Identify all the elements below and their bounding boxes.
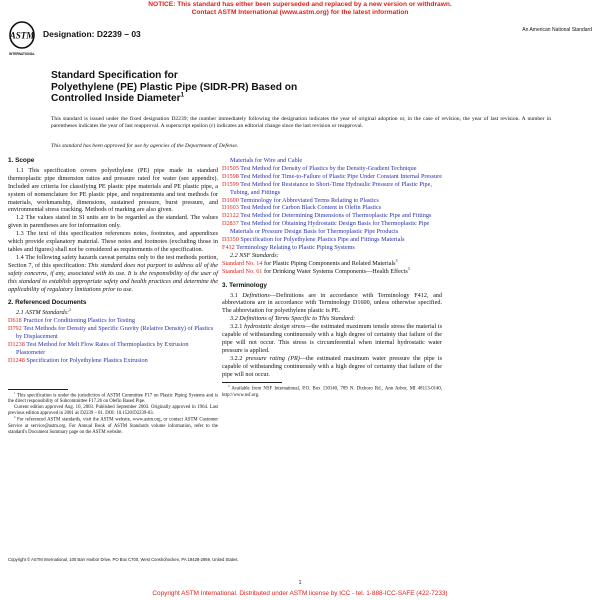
- ref-d1505[interactable]: [222, 165, 442, 173]
- ref-d3350[interactable]: [222, 236, 442, 244]
- ref-title[interactable]: Test Methods for Density and Specific Gravity (Relative Density) of Plastics by Displacement: [16, 325, 214, 341]
- footnote-3-mark: 3: [228, 384, 230, 389]
- t31-term: Definitions: [242, 291, 270, 299]
- nsf-standards-subheading: [222, 252, 442, 260]
- terminology-3-2: 3.2 Definitions of Terms Specific to This Standard:: [230, 315, 356, 323]
- ref-title[interactable]: Test Method for Density of Plastics by the Density-Gradient Technique: [240, 164, 417, 172]
- ref-nsf-14-code[interactable]: Standard No. 14: [222, 259, 263, 267]
- ref-code[interactable]: D2837: [222, 220, 239, 228]
- right-reference-list: [222, 165, 442, 252]
- scope-1-3: 1.3 The text of this specification references notes, footnotes, and appendixes which provide explanatory material. These notes and footnotes (excluding those in tables and figures) shall not be considered as requirements of the specification.: [8, 230, 218, 253]
- ref-title[interactable]: Test Method for Melt Flow Rates of Thermoplastics by Extrusion Plastometer: [16, 340, 189, 356]
- ref-title[interactable]: Specification for Polyethylene Plastics Extrusion: [26, 356, 148, 364]
- ref-nsf-14-title: for Plastic Piping Components and Related Materials: [262, 259, 396, 267]
- ref-nsf-61-title: for Drinking Water Systems Components—Health Effects: [262, 267, 408, 275]
- ref-d618[interactable]: [8, 317, 218, 325]
- ref-code[interactable]: F412: [222, 243, 235, 251]
- scope-1-4-text: 1.4 The following safety hazards caveat pertains only to the test methods portion, Section 7, of this specification:: [8, 253, 218, 269]
- terminology-heading: 3. Terminology: [222, 281, 267, 289]
- astm-standards-label: 2.1 ASTM Standards:: [16, 309, 70, 317]
- t321-term: hydrostatic design stress: [244, 323, 306, 331]
- footnote-2: [8, 417, 218, 436]
- notice-line-2: Contact ASTM International (www.astm.org) for the latest information: [191, 9, 409, 16]
- ref-nsf-61-code[interactable]: Standard No. 61: [222, 267, 263, 275]
- ref-code[interactable]: D792: [8, 325, 22, 333]
- footnote-1: [8, 390, 218, 406]
- ref-d1603[interactable]: [222, 204, 442, 212]
- t321-num: 3.2.1: [230, 323, 245, 331]
- ref-title[interactable]: Test Method for Carbon Black Content in Olefin Plastics: [240, 204, 382, 212]
- ref-d1248-continued: Materials for Wire and Cable: [230, 157, 303, 164]
- page-number: 1: [298, 580, 302, 586]
- ref-d1248[interactable]: [8, 357, 218, 365]
- footnote-rule: [8, 389, 68, 390]
- issuance-note: This standard is issued under the fixed designation D2239; the number immediately following the designation indicates the year of original adoption or, in the case of revision, the year of last revision. A number in parentheses indicates the year of last reapproval. A superscript epsilon (ε) indicates an editorial change since the last revision or reapproval.: [51, 116, 551, 130]
- left-reference-list: [8, 317, 218, 364]
- referenced-documents-heading: 2. Referenced Documents: [8, 299, 87, 307]
- nsf-standards-label: 2.2 NSF Standards:: [230, 251, 279, 259]
- dod-approval-note: This standard has been approved for use by agencies of the Department of Defense.: [51, 143, 239, 149]
- astm-standards-footnote-mark: 2: [69, 308, 71, 313]
- scope-1-4: [8, 254, 218, 294]
- left-column: [8, 157, 218, 436]
- terminology-3-2-2: [222, 355, 442, 379]
- document-title: [51, 70, 371, 105]
- t322-num: 3.2.2: [230, 354, 246, 362]
- title-line-3: Controlled Inside Diameter: [51, 93, 181, 105]
- ref-code[interactable]: D1505: [222, 164, 239, 172]
- scope-heading: 1. Scope: [8, 157, 35, 164]
- ref-code[interactable]: D618: [8, 317, 22, 325]
- ref-code[interactable]: D1248: [8, 356, 25, 364]
- ref-nsf-61-mark: 3: [407, 266, 410, 271]
- terminology-3-1: [222, 292, 442, 316]
- notice-line-1: NOTICE: This standard has either been superseded and replaced by a new version or withdrawn.: [148, 1, 452, 8]
- withdrawn-notice: [0, 1, 600, 17]
- ref-code[interactable]: D1598: [222, 172, 239, 180]
- title-line-1: Standard Specification for: [51, 70, 178, 81]
- astm-standards-subheading: [8, 309, 218, 317]
- ref-d2122[interactable]: [222, 212, 442, 220]
- scope-1-4-caveat: This standard does not purport to address all of the safety concerns, if any, associated with its use. It is the responsibility of the user of this standard to establish appropriate safety and health practices and determine the applicability of regulatory limitations prior to use.: [8, 261, 218, 293]
- t31-num: 3.1: [230, 291, 243, 299]
- ref-d1238[interactable]: [8, 341, 218, 357]
- footnote-2-mark: 2: [14, 415, 16, 420]
- ref-f412[interactable]: [222, 244, 442, 252]
- ref-title[interactable]: Practice for Conditioning Plastics for Testing: [23, 317, 135, 325]
- scope-1-2: 1.2 The values stated in SI units are to be regarded as the standard. The values given in parentheses are for information only.: [8, 214, 218, 230]
- t322-text: —the estimated maximum water pressure the pipe is capable of withstanding continuously with a high degree of certainty that failure of the pipe will not occur.: [222, 354, 442, 378]
- footnote-3: [222, 386, 442, 399]
- ref-code[interactable]: D1600: [222, 196, 239, 204]
- astm-logo: [8, 20, 36, 58]
- title-footnote-mark: 1: [180, 91, 185, 99]
- ref-code[interactable]: D1599: [222, 180, 239, 188]
- scope-1-1: 1.1 This specification covers polyethylene (PE) pipe made in standard thermoplastic pipe dimension ratios and pressure rated for water (see appendix). Included are criteria for classifying PE plastic pipe materials and PE plastic pipe, a system of nomenclature for PE plastic pipe, and requirements and test methods for materials, workmanship, dimensions, sustained pressure, burst pressure, and environmental stress cracking. Methods of marking are also given.: [8, 166, 218, 214]
- astm-logo-icon: [8, 20, 36, 58]
- right-column: [222, 157, 442, 399]
- license-line: Copyright ASTM International. Distributed under ASTM license by ICC - tel. 1-888-ICC-SAFE (422-7233): [152, 590, 448, 597]
- ref-title[interactable]: Specification for Polyethylene Plastics Pipe and Fittings Materials: [240, 236, 405, 244]
- ref-nsf-14-mark: 3: [395, 258, 398, 263]
- ref-title[interactable]: Terminology for Abbreviated Terms Relating to Plastics: [240, 196, 379, 204]
- footnote-2-text: For referenced ASTM standards, visit the ASTM website, www.astm.org, or contact ASTM Customer Service at service@astm.org. For Annual Book of ASTM Standards volume information, refer to the standard's Document Summary page on the ASTM website.: [8, 417, 218, 435]
- footnote-1-mark: 1: [14, 390, 16, 395]
- footnote-rule-right: [222, 382, 282, 383]
- ref-title[interactable]: Test Method for Time-to-Failure of Plastic Pipe Under Constant Internal Pressure: [240, 172, 442, 180]
- ref-code[interactable]: D1238: [8, 340, 25, 348]
- copyright-line: Copyright © ASTM International, 100 Barr Harbor Drive, PO Box C700, West Conshohocken, PA 19428-2959, United States.: [8, 557, 239, 562]
- ref-d1600[interactable]: [222, 197, 442, 205]
- t322-term: pressure rating (PR): [245, 354, 300, 362]
- logo-subtext: INTERNATIONAL: [9, 52, 35, 56]
- ref-code[interactable]: D2122: [222, 212, 239, 220]
- t31-text: —Definitions are in accordance with Terminology F412, and abbreviations are in accordance with Terminology D1600, unless otherwise specified. The abbreviation for polyethylene plastic is PE.: [222, 291, 442, 315]
- ref-title[interactable]: Test Method for Obtaining Hydrostatic Design Basis for Thermoplastic Pipe Materials or Pressure Design Basis for Thermoplastic Pipe Products: [230, 220, 430, 236]
- ref-d1598[interactable]: [222, 173, 442, 181]
- ref-code[interactable]: D1603: [222, 204, 239, 212]
- designation: Designation: D2239 – 03: [43, 29, 141, 39]
- ref-title[interactable]: Terminology Relating to Plastic Piping Systems: [236, 243, 355, 251]
- title-line-2: Polyethylene (PE) Plastic Pipe (SIDR-PR) Based on: [51, 81, 298, 93]
- ref-nsf-61[interactable]: [222, 268, 442, 276]
- ref-d2837[interactable]: [222, 220, 442, 236]
- ref-d792[interactable]: [8, 325, 218, 341]
- footnote-1-text: This specification is under the jurisdiction of ASTM Committee F17 on Plastic Piping Systems and is the direct responsibility of Subcommittee F17.26 on Olefin Based Pipe.: [8, 393, 218, 405]
- footnote-1-edition: Current edition approved Aug. 10, 2003. Published September 2003. Originally approved in 1964. Last previous edition approved in 2001 as D2239 – 01. DOI: 10.1520/D2239-03.: [8, 405, 218, 417]
- t321-text: —the estimated maximum tensile stress the material is capable of withstanding continuously with a high degree of certainty that failure of the pipe will not occur. This stress is circumferential when internal hydrostatic water pressure is applied.: [222, 323, 443, 354]
- footnote-3-text: Available from NSF International, P.O. Box 130140, 789 N. Dixboro Rd., Ann Arbor, MI 48113-0140, http://www.nsf.org.: [222, 387, 442, 399]
- ref-title[interactable]: Test Method for Resistance to Short-Time Hydraulic Pressure of Plastic Pipe, Tubing, and Fittings: [230, 180, 432, 196]
- ref-d1599[interactable]: [222, 181, 442, 197]
- ref-title[interactable]: Test Method for Determining Dimensions of Thermoplastic Pipe and Fittings: [240, 212, 432, 220]
- american-national-standard-label: An American National Standard: [522, 27, 592, 33]
- ref-code[interactable]: D3350: [222, 236, 239, 244]
- logo-wordmark: ASTM: [9, 30, 35, 41]
- terminology-3-2-1: [222, 323, 442, 355]
